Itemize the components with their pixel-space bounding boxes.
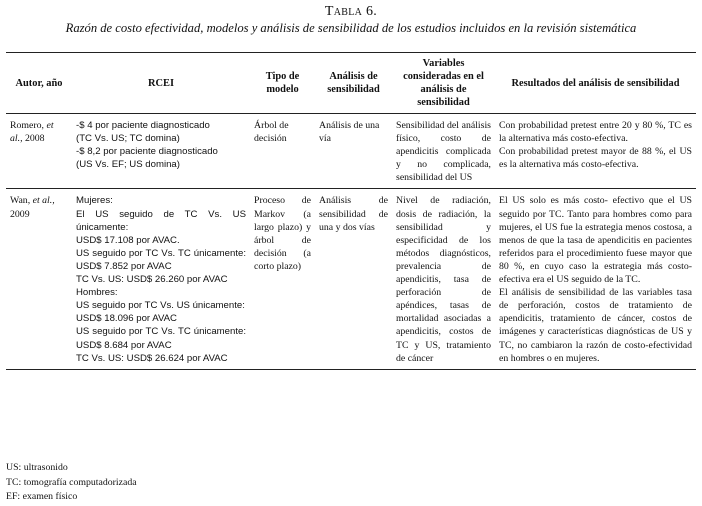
author-year: 2009: [10, 208, 30, 220]
note-line: EF: examen físico: [6, 491, 78, 503]
note-line: TC: tomografía computadorizada: [6, 476, 137, 488]
table-header-row: [6, 53, 696, 114]
cell-sensitivity: Análisis de sensibilidad de una y dos vías: [319, 195, 388, 233]
rcei-line: US seguido por TC Vs. TC únicamente: USD$ 7.852 por AVAC: [76, 247, 246, 272]
cell-rcei: [72, 114, 250, 189]
header-sensitivity: Análisis de sensibilidad: [327, 71, 380, 95]
header-results: Resultados del análisis de sensibilidad: [511, 77, 680, 89]
header-model: Tipo de modelo: [265, 71, 300, 95]
header-rcei: RCEI: [148, 77, 174, 89]
header-author: Autor, año: [15, 77, 63, 89]
cell-results: [495, 114, 696, 189]
table-row: [6, 189, 696, 369]
rcei-line: US seguido por TC Vs. US únicamente:: [76, 300, 245, 312]
author-etal: et al.,: [10, 120, 54, 145]
rcei-line: TC Vs. US: USD$ 26.624 por AVAC: [76, 352, 228, 364]
table-caption: Razón de costo efectividad, modelos y análisis de sensibilidad de los estudios incluidos en la revisión sistemática: [65, 21, 637, 35]
result-paragraph: Con probabilidad pretest mayor de 88 %, el US es la alternativa más costo-efectiva.: [499, 146, 692, 171]
rcei-line: (US Vs. EF; US domina): [76, 159, 180, 171]
author-name: Romero,: [10, 120, 45, 131]
rcei-line: -$ 8,2 por paciente diagnosticado: [76, 146, 218, 158]
note-line: US: ultrasonido: [6, 462, 68, 473]
cell-rcei: [72, 189, 250, 369]
table-notes: [6, 461, 137, 505]
cell-model: Árbol de decisión: [254, 120, 289, 145]
author-year: 2008: [24, 133, 45, 145]
cell-author: [6, 114, 72, 189]
rcei-line: Hombres:: [76, 287, 118, 299]
cell-sensitivity: Análisis de una vía: [319, 120, 380, 145]
table-row: [6, 114, 696, 189]
rcei-line: USD$ 17.108 por AVAC.: [76, 234, 180, 246]
result-paragraph: El US solo es más costo- efectivo que el US seguido por TC. Tanto para hombres como para mujeres, el US fue la estrategia menos costosa, a menos de que la tasa de apendicitis en pacientes referidos para el procedimiento fuese mayor que 80 %, en cuyo caso la estrategia más costo- efectiva era el US seguido de la TC.: [499, 195, 692, 286]
cell-results: [495, 189, 696, 369]
author-name: Wan,: [10, 195, 31, 207]
rcei-line: US seguido por TC Vs. TC únicamente: USD$ 8.684 por AVAC: [76, 326, 246, 351]
rcei-line: (TC Vs. US; TC domina): [76, 133, 180, 145]
cell-author: [6, 189, 72, 369]
cell-variables: Sensibilidad del análisis físico, costo de apendicitis complicada y no complicada, sensibilidad del US: [396, 120, 491, 184]
rcei-line: USD$ 18.096 por AVAC: [76, 313, 177, 325]
table-label: Tabla 6.: [324, 4, 378, 19]
header-variables: Variables consideradas en el análisis de sensibilidad: [403, 58, 484, 108]
result-paragraph: El análisis de sensibilidad de las variables tasa de perforación, costos de tratamiento de apendicitis, tratamiento de cáncer, costos de imágenes y características diagnósticas de US y TC, no cambiaron la razón de costo-efectividad en hombres o en mujeres.: [499, 287, 692, 364]
rcei-line: El US seguido de TC Vs. US únicamente:: [76, 208, 246, 233]
cell-model: Proceso de Markov (a largo plazo) y árbol de decisión (a corto plazo): [254, 195, 311, 272]
cost-effectiveness-table: [6, 52, 696, 370]
rcei-line: TC Vs. US: USD$ 26.260 por AVAC: [76, 274, 228, 286]
result-paragraph: Con probabilidad pretest entre 20 y 80 %, TC es la alternativa más costo-efectiva.: [499, 120, 692, 145]
rcei-line: -$ 4 por paciente diagnosticado: [76, 120, 210, 131]
rcei-line: Mujeres:: [76, 195, 113, 207]
cell-variables: Nivel de radiación, dosis de radiación, la sensibilidad y especificidad de los métodos diagnósticos, prevalencia de apendicitis, tasa de perforación de apéndices, tasas de mortalidad asociadas a apendicitis, costos de TC y US, tratamiento de cáncer: [396, 195, 491, 364]
author-etal: et al.,: [32, 195, 55, 207]
